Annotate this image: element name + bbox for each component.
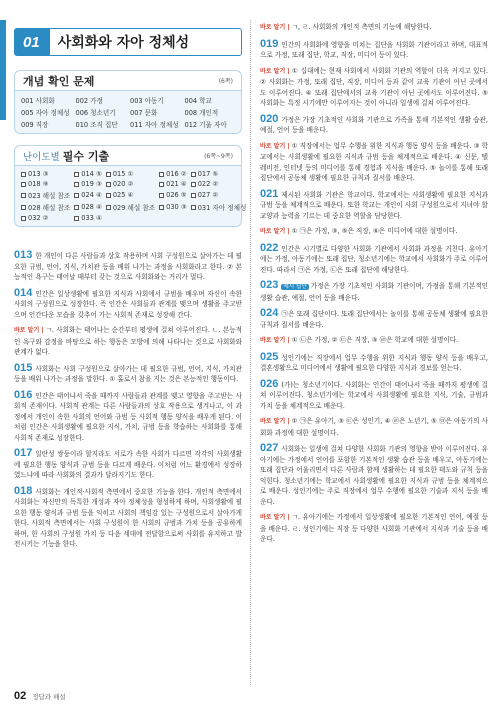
checkbox-icon[interactable] xyxy=(21,205,26,210)
answer-text: 003 아동기 xyxy=(130,97,164,105)
answer-text: 010 조직 집단 xyxy=(75,121,118,129)
question-number: 019 xyxy=(260,37,279,50)
answer-item xyxy=(76,95,127,105)
concept-box-title: 개념 확인 문제 xyxy=(23,74,95,88)
page-footer xyxy=(14,690,66,702)
checkbox-icon[interactable] xyxy=(21,216,26,221)
answer-text: 030 ③ xyxy=(166,203,187,211)
required-exam-box xyxy=(14,145,247,227)
exam-box-header xyxy=(15,146,241,166)
answer-text: 009 직장 xyxy=(21,121,49,129)
explanation-paragraph xyxy=(260,443,488,507)
right-explanation-column xyxy=(260,22,488,550)
question-number: 020 xyxy=(260,112,279,125)
answer-text: 006 청소년기 xyxy=(75,109,116,117)
explanation-paragraph xyxy=(260,226,488,238)
paragraph-text: ① ㉡은 가정, ② ㉢은 직장, ③ ㉣은 학교에 대한 설명이다. xyxy=(291,336,459,344)
answer-item xyxy=(159,214,187,222)
answer-text: 004 학교 xyxy=(184,97,212,105)
paragraph-text: 사회화는 개인적·사회적 측면에서 중요한 기능을 한다. 개인적 측면에서 사회화는 자신만의 독특한 개성과 자아 정체성을 형성하게 하며, 사회생활에 필요한 행동 양식과 규범 등을 익히고 사회의 책임감 있는 구성원으로서 살아가게 한다. 사회적 측면에서는 사회 구성원이 한 사회의 규범과 가치 등을 공유하게 하며, 한 사회의 구성원 가치 등 다음 세대에 전달함으로써 사회를 유지하고 발전시키는 기능을 한다. xyxy=(14,487,242,548)
checkbox-icon[interactable] xyxy=(21,193,26,198)
answer-item xyxy=(191,202,247,212)
paragraph-text: 성인기에는 직장에서 업무 수행을 위한 지식과 행동 양식 등을 배우고, 결혼생활으로 미디어에서 생활에 필요한 다양한 지식과 경보를 얻는다. xyxy=(260,353,488,372)
answer-text: 031 자아 정체성 xyxy=(197,204,247,212)
question-number: 023 xyxy=(260,279,279,291)
paragraph-text: ① ㉠은 가정, ③, ⑤은 직장, ⑥은 미디어에 대한 설명이다. xyxy=(291,227,458,235)
column-divider xyxy=(250,20,251,685)
answer-item xyxy=(74,202,102,212)
side-tab xyxy=(0,20,6,120)
explanation-paragraph xyxy=(14,486,242,550)
explanation-paragraph xyxy=(14,288,242,321)
paragraph-text: 한 개인이 다른 사람들과 상호 작용하며 사회 구성원으로 살아가는 데 필요한 규범, 언어, 지식, 가치관 등을 배워 나가는 과정을 사회화라고 한다. ② 본능적인 욕구는 태어날 때부터 갖는 것으로 사회화와는 거리가 멀다. xyxy=(14,252,242,281)
explanation-paragraph xyxy=(260,189,488,222)
answer-item xyxy=(106,202,155,212)
explanation-paragraph xyxy=(260,352,488,374)
paragraph-text: 인간은 태어나서 죽을 때까지 사람들과 관계를 맺고 영향을 주고받는 사회적 존재이다. 사회적 관계는 다른 사람들과의 상호 작용으로 생겨나고, 이 과정에서 개인이 속한 사회의 언어와 규범 등 사회적 행동 양식을 배우게 된다. 이처럼 인간은 사회생활에 필요한 지식, 가치, 규범 등을 학습하는 사회화를 통해 사회적 존재로 성장한다. xyxy=(14,391,242,442)
question-number: 025 xyxy=(260,350,279,363)
answer-text: 016 ② xyxy=(166,170,187,178)
answer-item xyxy=(106,170,155,178)
correction-tag: 바로 알기 | xyxy=(260,142,290,150)
explanation-paragraph xyxy=(260,243,488,276)
answer-item xyxy=(21,180,70,188)
page-number: 02 xyxy=(14,690,27,702)
explanation-paragraph xyxy=(260,308,488,330)
footer-label: 정답과 해설 xyxy=(32,692,66,701)
correction-tag: 바로 알기 | xyxy=(260,67,290,75)
answer-text: 027 ② xyxy=(197,191,219,199)
concept-check-box xyxy=(14,70,242,134)
question-number: 014 xyxy=(14,286,33,299)
checkbox-icon[interactable] xyxy=(159,193,164,198)
checkbox-icon[interactable] xyxy=(159,205,164,210)
paragraph-text: 인간은 시기별로 다양한 사회화 기관에서 사회화 과정을 거친다. 유아기에는 가정, 아동기에는 또래 집단, 청소년기에는 학교에서 사회화가 주로 이루어진다. 따라서 ㉠은 가정, ㉡은 또래 집단에 해당한다. xyxy=(260,244,488,274)
paragraph-text: 가정은 가장 기초적인 사회화 기관이며, 가정을 통해 기본적인 생활 습관, 예절, 언어 등을 배운다. xyxy=(260,282,488,302)
checkbox-icon[interactable] xyxy=(191,182,196,187)
answer-item xyxy=(106,180,155,188)
paragraph-text: ① ㉠은 유아기, ③ ㉢은 성인기, ④ ㉣은 노년기, ⑤ ㉤은 아동기의 사회화 과정에 대한 설명이다. xyxy=(260,417,488,437)
explanation-paragraph xyxy=(260,22,488,34)
correction-tag: 바로 알기 | xyxy=(260,24,290,31)
explanation-paragraph xyxy=(14,448,242,481)
answer-text: 021 ④ xyxy=(166,180,187,188)
question-number: 024 xyxy=(260,307,279,319)
answer-text: 012 기울 자아 xyxy=(184,121,227,129)
left-explanation-column xyxy=(14,250,242,555)
explanation-paragraph xyxy=(260,416,488,438)
question-number: 026 xyxy=(260,377,279,390)
paragraph-text: ① 직장에서는 업무 수행을 위한 지식과 행동 양식 등을 배운다. ③ 학교에서는 사회생활에 필요한 지식과 규범 등을 체계적으로 배운다. ④ 신문, 텔레비전, 인터넷 등의 미디어를 통해 경험과 지식을 배운다. ⑤ 놀이를 통해 또래 집단에서 공동체 생활에 필요한 규칙과 질서를 배운다. xyxy=(260,141,488,182)
explanation-paragraph xyxy=(14,325,242,358)
answer-item xyxy=(106,214,155,222)
answer-item xyxy=(74,190,102,200)
answer-item xyxy=(191,180,247,188)
checkbox-icon[interactable] xyxy=(106,172,111,177)
question-number: 016 xyxy=(14,388,33,401)
checkbox-icon[interactable] xyxy=(159,182,164,187)
answer-text: 014 ⑤ xyxy=(81,170,102,178)
answer-text: 019 ③ xyxy=(81,180,102,188)
answer-item xyxy=(106,190,155,200)
paragraph-text: 인간은 일상생활에 필요한 지식과 사회에서 규범을 배우며 자신이 속한 사회의 구성원으로 성장한다. 즉 인간은 사회들과 관계를 맺으며 생활을 주고받으며 인간다운 모습을 갖추어 가는 사회적 존재로 성장해 간다. xyxy=(14,289,242,319)
answer-item xyxy=(21,170,70,178)
checkbox-icon[interactable] xyxy=(21,182,26,187)
checkbox-icon[interactable] xyxy=(21,172,26,177)
section-number: 01 xyxy=(15,29,50,55)
answer-item xyxy=(185,95,236,105)
answer-item xyxy=(159,170,187,178)
answer-item xyxy=(159,202,187,212)
question-number: 015 xyxy=(14,361,33,374)
answer-text: 022 ② xyxy=(197,180,219,188)
concept-box-range: (6쪽) xyxy=(218,78,233,85)
answer-item xyxy=(74,214,102,222)
question-number: 021 xyxy=(260,187,279,200)
paragraph-text: 일란성 쌍둥이라 할지라도 서로가 속한 사회가 다르면 각각의 사회생활에 필요한 행동 양식과 규범 등을 다르게 배운다. 이처럼 어느 환경에서 성장하였느냐에 따라 사회화의 결과가 달라지기도 한다. xyxy=(14,450,242,479)
exam-box-range: (6쪽~9쪽) xyxy=(204,153,233,160)
answer-item xyxy=(159,180,187,188)
correction-tag: 바로 알기 | xyxy=(260,418,290,425)
answer-text: 001 사회화 xyxy=(21,97,55,105)
correction-tag: 바로 알기 | xyxy=(260,514,290,521)
explanation-paragraph xyxy=(260,66,488,109)
sample-answer-badge: 예시 답안 xyxy=(283,284,307,290)
question-number: 018 xyxy=(14,484,33,497)
paragraph-text: ① 십대에는 현재 사회에서 사회화 기관의 역할이 더욱 커지고 있다. ② 사회화는 가정, 또래 집단, 직장, 미디어 등과 같이 교육 기관이 아닌 곳에서도 이루어진다. ④ 또래 집단에서의 교육 기관이 아닌 곳에서도 이루어진다. ⑤ 사회화는 특정 시기에만 이루어지는 것이 아니라 일생에 걸쳐 이루어진다. xyxy=(260,66,488,107)
question-number: 013 xyxy=(14,249,33,261)
checkbox-icon[interactable] xyxy=(106,182,111,187)
paragraph-text: ㄱ. 유아기에는 가정에서 일상생활에 필요한 기본적인 언어, 예절 등을 배운다. ㄹ. 성인기에는 직장 등 다양한 사회화 기관에서 지식과 기술 등을 배운다. xyxy=(260,513,488,543)
answer-text: 017 ⑤ xyxy=(197,170,219,178)
answer-text: 020 ② xyxy=(112,180,134,188)
exam-box-title: 난이도별 필수 기출 xyxy=(23,149,110,163)
answer-item xyxy=(76,107,127,117)
answer-text: 024 ④ xyxy=(81,191,102,199)
correction-tag: 바로 알기 | xyxy=(260,228,290,235)
answer-item xyxy=(21,95,72,105)
answer-item xyxy=(74,170,102,178)
paragraph-text: ㄱ, ㄹ. 사회화의 개인적 측면의 기능에 해당한다. xyxy=(291,23,432,31)
checkbox-icon[interactable] xyxy=(191,205,196,210)
paragraph-text: 가정은 가장 기초적인 사회화 기관으로 가족을 통해 기본적인 생활 습관, 예절, 언어 등을 배운다. xyxy=(260,115,488,134)
checkbox-icon[interactable] xyxy=(159,172,164,177)
explanation-paragraph xyxy=(260,280,488,303)
checkbox-icon[interactable] xyxy=(74,205,79,210)
paragraph-text: 제시된 사회화 기관은 학교이다. 학교에서는 사회생활에 필요한 지식과 규범 등을 체계적으로 배운다. 또한 학교는 개인이 사회 구성원으로서 지녀야 할 교양과 능력을 기르는 데 중요한 역할을 담당한다. xyxy=(260,190,488,220)
explanation-paragraph xyxy=(260,335,488,347)
paragraph-text: 인간의 사회화에 영향을 미치는 집단을 사회화 기관이라고 하며, 대표적으로 가정, 또래 집단, 학교, 직장, 미디어 등이 있다. xyxy=(260,40,488,59)
correction-tag: 바로 알기 | xyxy=(14,327,44,334)
checkbox-icon[interactable] xyxy=(74,182,79,187)
question-number: 022 xyxy=(260,241,279,254)
paragraph-text: ㄱ. 사회화는 태어나는 순간부터 평생에 걸쳐 이루어진다. ㄴ. 본능적인 욕구와 감정을 바탕으로 하는 행동은 모방에 의해 나타나는 것으로 사회화와 관계가 없다. xyxy=(14,326,242,356)
answer-item xyxy=(185,107,236,117)
paragraph-text: ㉠은 또래 집단이다. 또래 집단에서는 놀이를 통해 공동체 생활에 필요한 규칙과 질서를 배운다. xyxy=(260,310,488,329)
answer-item xyxy=(130,95,181,105)
concept-box-header xyxy=(15,71,241,91)
answer-text: 023 해설 참조 xyxy=(28,192,71,200)
section-header xyxy=(14,28,242,56)
correction-tag: 바로 알기 | xyxy=(260,337,290,344)
answer-text: 028 해설 참조 xyxy=(28,204,71,212)
answer-text: 011 자아 정체성 xyxy=(130,121,179,129)
answer-item xyxy=(21,119,72,129)
answer-text: 015 ① xyxy=(112,170,134,178)
answer-item xyxy=(76,119,127,129)
checkbox-icon[interactable] xyxy=(106,205,111,210)
explanation-paragraph xyxy=(14,250,242,283)
paragraph-text: 사회화는 사회 구성원으로 살아가는 데 필요한 규범, 언어, 지식, 가치관 등을 배워 나가는 과정을 말한다. ① 홀로서 참을 지는 것은 본능적인 행동이다. xyxy=(14,364,242,383)
answer-item xyxy=(21,214,70,222)
checkbox-icon[interactable] xyxy=(106,193,111,198)
checkbox-icon[interactable] xyxy=(191,172,196,177)
explanation-paragraph xyxy=(14,363,242,385)
answer-text: 029 해설 참조 xyxy=(112,204,156,212)
answer-item xyxy=(74,180,102,188)
answer-item xyxy=(21,202,70,212)
answer-text: 007 문화 xyxy=(130,109,158,117)
answer-item xyxy=(130,107,181,117)
section-title: 사회화와 자아 정체성 xyxy=(57,35,190,51)
answer-item xyxy=(21,190,70,200)
paragraph-text: (가)는 청소년기이다. 사회화는 인간이 태어나서 죽을 때까지 평생에 걸쳐 이루어진다. 청소년기에는 학교에서 사회생활에 필요한 지식, 기술, 규범과 가치 등을 체계적으로 배운다. xyxy=(260,380,488,410)
paragraph-text: 사회화는 일생에 걸쳐 다양한 사회화 기관의 영향을 받아 이루어진다. 유아기에는 가정에서 언어를 포함한 기본적인 생활 습관 등을 배우고, 아동기에는 또래 집단과 어울리면서 다른 사람과 함께 생활하는 데 필요한 태도와 규칙 등을 익힌다. 청소년기에는 학교에서 사회생활에 필요한 지식과 규범 등을 체계적으로 배운다. 성인기에는 주로 직장에서 업무 수행에 필요한 기술과 지식 등을 배운다. xyxy=(260,445,488,506)
checkbox-icon[interactable] xyxy=(74,193,79,198)
answer-text: 028 ④ xyxy=(81,203,102,211)
answer-item xyxy=(185,119,236,129)
answer-text: 008 개인적 xyxy=(184,109,219,117)
answer-item xyxy=(191,170,247,178)
answer-text: 013 ③ xyxy=(28,170,49,178)
question-number: 017 xyxy=(14,447,33,459)
answer-text: 032 ② xyxy=(28,214,49,222)
answer-text: 002 가정 xyxy=(75,97,103,105)
explanation-paragraph xyxy=(14,390,242,444)
answer-text: 018 ⑨ xyxy=(28,180,49,188)
answer-text: 026 ⑤ xyxy=(166,191,187,199)
question-number: 027 xyxy=(260,442,279,454)
concept-answer-grid xyxy=(15,91,241,133)
answer-item xyxy=(130,119,181,129)
answer-item xyxy=(191,190,247,200)
checkbox-icon[interactable] xyxy=(74,172,79,177)
answer-item xyxy=(21,107,72,117)
answer-text: 033 ④ xyxy=(81,214,102,222)
explanation-paragraph xyxy=(260,141,488,184)
explanation-paragraph xyxy=(260,512,488,545)
answer-text: 025 ④ xyxy=(112,191,134,199)
explanation-paragraph xyxy=(260,379,488,412)
answer-text: 005 자아 정체성 xyxy=(21,109,70,117)
answer-item xyxy=(159,190,187,200)
checkbox-icon[interactable] xyxy=(191,193,196,198)
checkbox-icon[interactable] xyxy=(74,216,79,221)
exam-answer-grid xyxy=(15,166,247,226)
explanation-paragraph xyxy=(260,114,488,136)
explanation-paragraph xyxy=(260,39,488,61)
